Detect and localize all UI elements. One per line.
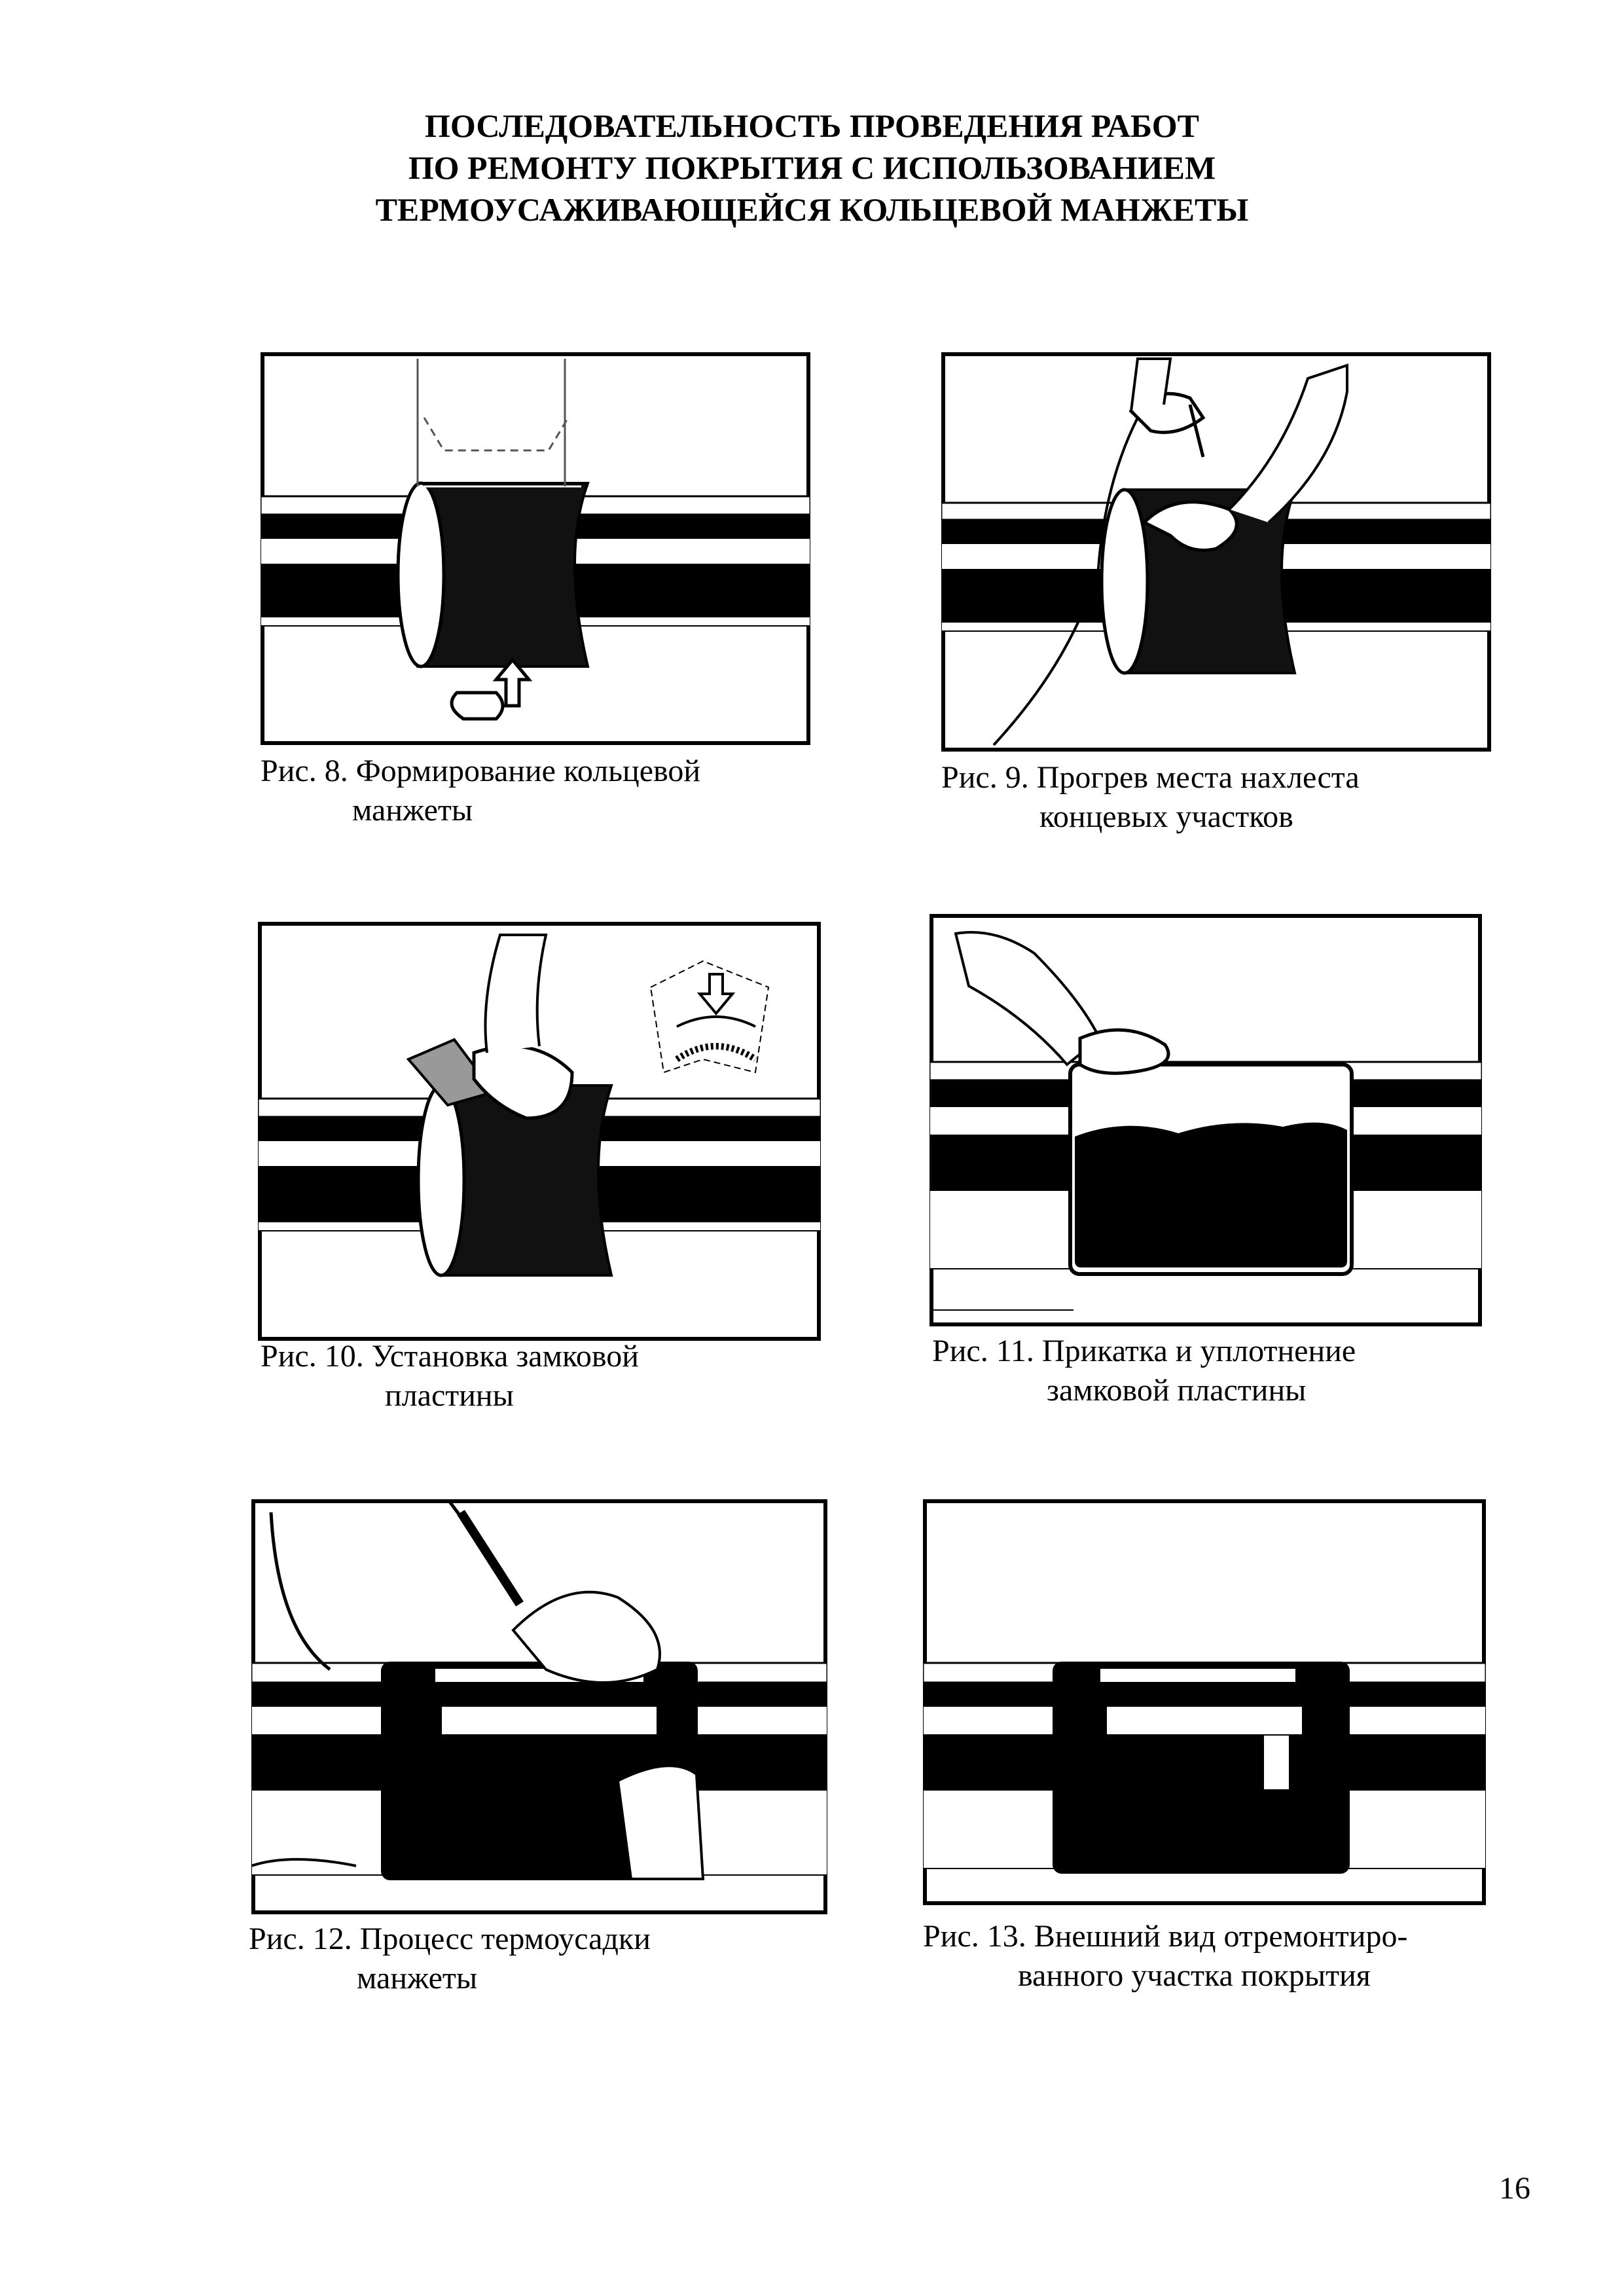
- figure-13-caption-line-1: Рис. 13. Внешний вид отремонтиро-: [923, 1919, 1408, 1954]
- title-line-3: ТЕРМОУСАЖИВАЮЩЕЙСЯ КОЛЬЦЕВОЙ МАНЖЕТЫ: [375, 191, 1249, 228]
- figure-11-caption-line-2: замковой пластины: [1047, 1373, 1307, 1408]
- figure-13-caption: [923, 1917, 1407, 1995]
- figure-9-caption: [941, 758, 1360, 837]
- figure-8-caption-line-2: манжеты: [352, 793, 473, 828]
- figure-9-illustration: [941, 352, 1491, 752]
- figure-11-caption-line-1: Рис. 11. Прикатка и уплотнение: [932, 1334, 1356, 1368]
- figure-12-illustration: [251, 1499, 827, 1914]
- figure-9-caption-line-2: концевых участков: [1039, 799, 1293, 834]
- figure-8-illustration: [261, 352, 810, 745]
- figure-12-caption-line-1: Рис. 12. Процесс термоусадки: [249, 1922, 651, 1956]
- figure-10-caption-line-1: Рис. 10. Установка замковой: [261, 1339, 639, 1374]
- figure-12-caption: [249, 1920, 651, 1998]
- figure-13-caption-line-2: ванного участка покрытия: [1018, 1958, 1371, 1993]
- figure-13-illustration: [923, 1499, 1486, 1905]
- title-line-1: ПОСЛЕДОВАТЕЛЬНОСТЬ ПРОВЕДЕНИЯ РАБОТ: [425, 107, 1199, 144]
- title-line-2: ПО РЕМОНТУ ПОКРЫТИЯ С ИСПОЛЬЗОВАНИЕМ: [408, 149, 1216, 186]
- figure-10-illustration: [258, 922, 821, 1341]
- figure-8-caption-line-1: Рис. 8. Формирование кольцевой: [261, 754, 701, 788]
- page-number: 16: [1499, 2171, 1530, 2206]
- figure-11-illustration: [929, 914, 1482, 1326]
- figure-10-caption-line-2: пластины: [385, 1378, 514, 1413]
- figure-8-caption: [261, 752, 700, 830]
- figure-9-caption-line-1: Рис. 9. Прогрев места нахлеста: [941, 760, 1360, 795]
- figure-12-caption-line-2: манжеты: [357, 1961, 478, 1995]
- page-title: [0, 105, 1624, 230]
- figure-10-caption: [261, 1337, 639, 1415]
- figure-11-caption: [932, 1332, 1356, 1410]
